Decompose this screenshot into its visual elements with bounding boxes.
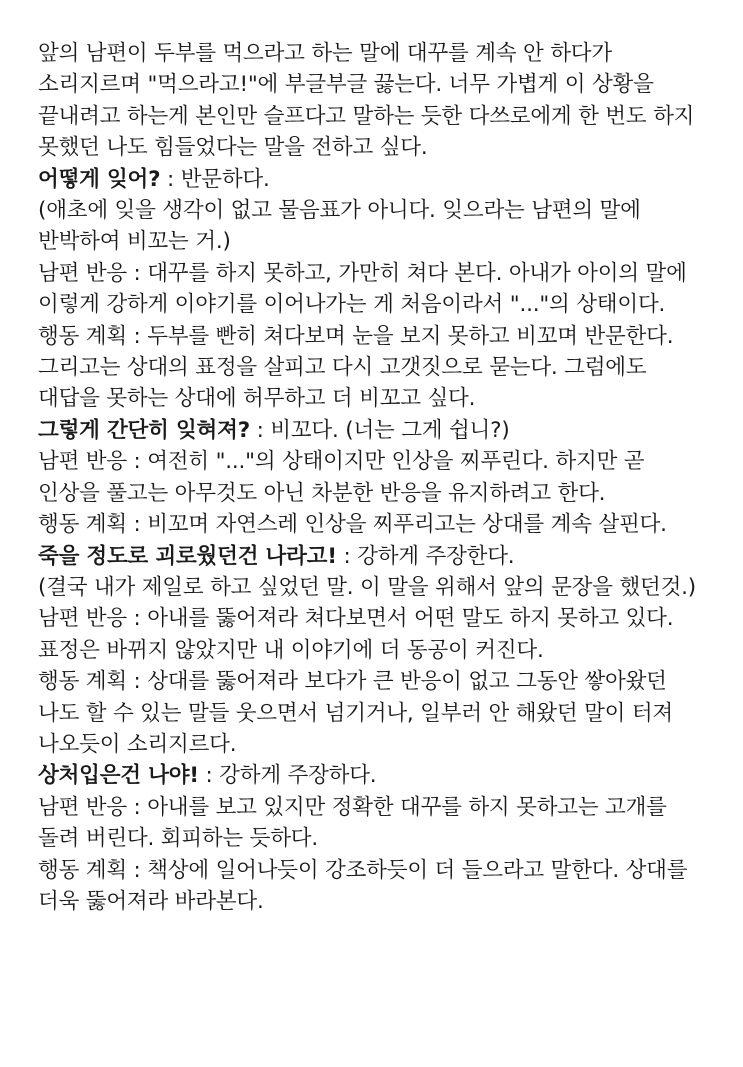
note-paragraph — [38, 572, 699, 603]
husband-reaction — [38, 792, 699, 855]
action-plan — [38, 666, 699, 760]
line-heading — [38, 164, 699, 195]
paragraph-text: 남편 반응 : 여전히 "..."의 상태이지만 인상을 찌푸린다. 하지만 곧 인상을 풀고는 아무것도 아닌 차분한 반응을 유지하려고 한다. — [38, 449, 645, 506]
line-quote: 상처입은건 나야! — [38, 763, 199, 789]
note-paragraph — [38, 195, 699, 258]
paragraph-text: (결국 내가 제일로 하고 싶었던 말. 이 말을 위해서 앞의 문장을 했던것.) — [38, 574, 696, 600]
line-quote: 죽을 정도로 괴로웠던건 나라고! — [38, 543, 337, 569]
husband-reaction — [38, 446, 699, 509]
action-plan — [38, 509, 699, 540]
line-quote: 그렇게 간단히 잊혀져? — [38, 417, 250, 443]
line-heading — [38, 415, 699, 446]
paragraph-text: 남편 반응 : 아내를 보고 있지만 정확한 대꾸를 하지 못하고는 고개를 돌려 버린다. 회피하는 듯하다. — [38, 794, 667, 852]
intro-paragraph — [38, 38, 699, 164]
paragraph-text: 남편 반응 : 아내를 뚫어져라 쳐다보면서 어떤 말도 하지 못하고 있다. 표정은 바뀌지 않았지만 내 이야기에 더 동공이 커진다. — [38, 606, 674, 663]
action-plan — [38, 321, 699, 415]
paragraph-text: 행동 계획 : 두부를 빤히 쳐다보며 눈을 보지 못하고 비꼬며 반문한다. 그리고는 상대의 표정을 살피고 다시 고갯짓으로 묻는다. 그럼에도 대답을 못하는 상대에 허무하고 더 비꼬고 싶다. — [38, 323, 674, 412]
line-direction: : 강하게 주장하다. — [198, 763, 377, 789]
paragraph-text: 남편 반응 : 대꾸를 하지 못하고, 가만히 쳐다 본다. 아내가 아이의 말에 이렇게 강하게 이야기를 이어나가는 게 처음이라서 "..."의 상태이다. — [38, 260, 687, 318]
paragraph-text: 행동 계획 : 책상에 일어나듯이 강조하듯이 더 들으라고 말한다. 상대를 더욱 뚫어져라 바라본다. — [38, 857, 688, 914]
line-direction: : 강하게 주장한다. — [336, 543, 515, 569]
line-heading — [38, 541, 699, 572]
husband-reaction — [38, 603, 699, 666]
husband-reaction — [38, 258, 699, 321]
line-direction: : 반문하다. — [160, 166, 270, 192]
paragraph-text: (애초에 잊을 생각이 없고 물음표가 아니다. 잊으라는 남편의 말에 반박하여 비꼬는 거.) — [38, 198, 641, 255]
paragraph-text: 앞의 남편이 두부를 먹으라고 하는 말에 대꾸를 계속 안 하다가 소리지르며 "먹으라고!"에 부글부글 끓는다. 너무 가볍게 이 상황을 끝내려고 하는게 본인만 슬프다고 말하는 듯한 다쓰로에게 한 번도 하지 못했던 나도 힘들었다는 말을 전하고 싶다. — [38, 41, 695, 161]
line-quote: 어떻게 잊어? — [38, 166, 161, 192]
line-direction: : 비꼬다. (너는 그게 쉽니?) — [249, 417, 510, 443]
paragraph-text: 행동 계획 : 상대를 뚫어져라 보다가 큰 반응이 없고 그동안 쌓아왔던 나도 할 수 있는 말들 웃으면서 넘기거나, 일부러 안 해왔던 말이 터져 나오듯이 소리지르다. — [38, 669, 673, 757]
paragraph-text: 행동 계획 : 비꼬며 자연스레 인상을 찌푸리고는 상대를 계속 살핀다. — [38, 512, 667, 538]
line-heading — [38, 760, 699, 791]
action-plan — [38, 855, 699, 918]
